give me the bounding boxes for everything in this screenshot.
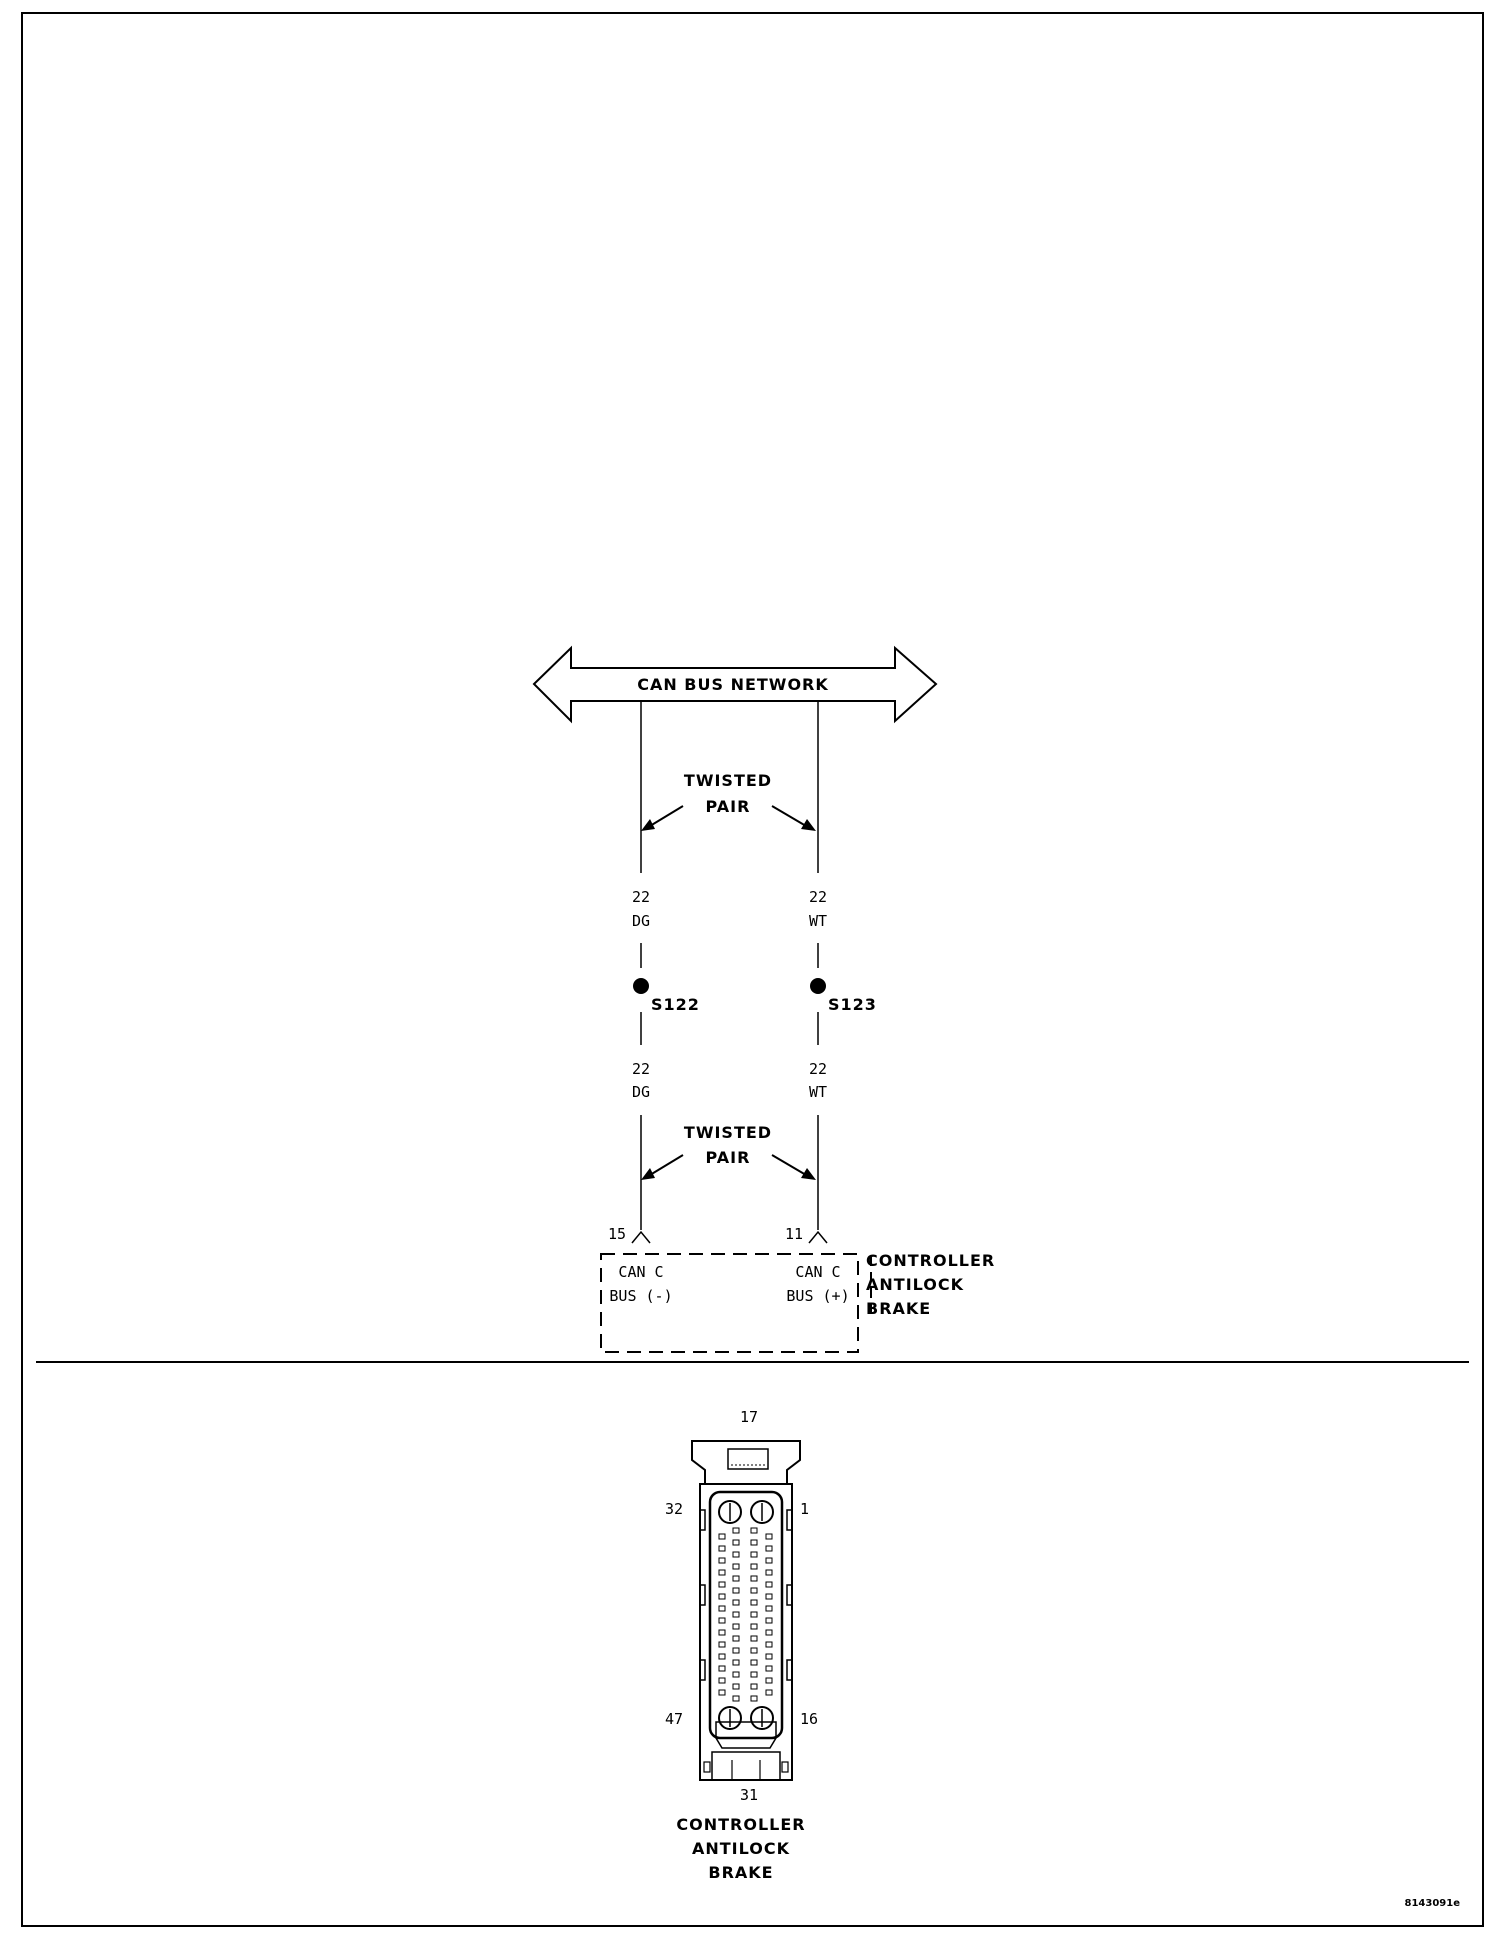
pin-cavity [733,1576,739,1581]
page-border [22,13,1483,1926]
pin-cavity [719,1570,725,1575]
pin-cavity [719,1582,725,1587]
pin-cavity [751,1540,757,1545]
pin-cavity [719,1630,725,1635]
splice-label-right: S123 [828,995,877,1014]
left-function-line1: CAN C [618,1263,664,1281]
pin-cavity [766,1666,772,1671]
component-name-line2: ANTILOCK [866,1275,965,1294]
left-lower-color: DG [631,1083,651,1101]
component-name-line3: BRAKE [866,1299,932,1318]
left-function-line2: BUS (-) [609,1287,673,1305]
pin-cavity [733,1600,739,1605]
pin-cavity [766,1630,772,1635]
pin-cavity [733,1564,739,1569]
splice-label-left: S122 [651,995,700,1014]
right-function-line2: BUS (+) [786,1287,850,1305]
pin-cavity [719,1690,725,1695]
connector-pin-cavities [719,1528,772,1701]
right-lower-gauge: 22 [808,1060,828,1078]
pin-cavity [719,1594,725,1599]
pin-cavity [719,1606,725,1611]
right-lower-color: WT [808,1083,828,1101]
pin-cavity [733,1540,739,1545]
connector-pin-bottom: 31 [739,1786,759,1804]
pin-cavity [733,1552,739,1557]
pin-cavity [733,1672,739,1677]
twisted-pair-lower-line2: PAIR [705,1148,751,1167]
pin-cavity [766,1582,772,1587]
pin-cavity [751,1684,757,1689]
pin-cavity [733,1624,739,1629]
pin-cavity [733,1636,739,1641]
pin-cavity [751,1624,757,1629]
twisted-pair-upper-line2: PAIR [705,797,751,816]
splice-dot-left [633,978,649,994]
connector-face [692,1441,800,1780]
pin-cavity [733,1684,739,1689]
pin-cavity [766,1558,772,1563]
pin-cavity [766,1678,772,1683]
connector-pin-top-right: 1 [800,1500,810,1518]
figure-id: 8143091e [1404,1898,1460,1909]
pin-cavity [766,1642,772,1647]
twisted-pair-lower [641,1123,816,1180]
pin-cavity [751,1648,757,1653]
can-bus-network-arrow [534,648,936,721]
pin-cavity [751,1672,757,1677]
pin-cavity [766,1606,772,1611]
twisted-pair-upper-line1: TWISTED [683,771,773,790]
pin-cavity [751,1588,757,1593]
pin-cavity [719,1534,725,1539]
pin-cavity [719,1666,725,1671]
terminal-right [809,1232,827,1243]
pin-cavity [751,1696,757,1701]
pin-cavity [733,1588,739,1593]
connector-caption-line2: ANTILOCK [691,1839,791,1858]
pin-cavity [751,1612,757,1617]
pin-cavity [766,1690,772,1695]
pin-number-left: 15 [607,1225,626,1243]
pin-cavity [766,1546,772,1551]
pin-cavity [766,1534,772,1539]
connector-pin-bottom-left: 47 [664,1710,683,1728]
connector-pin-top-left: 32 [664,1500,683,1518]
right-function-line1: CAN C [795,1263,841,1281]
pin-cavity [719,1642,725,1647]
right-upper-color: WT [808,912,828,930]
connector-caption-line1: CONTROLLER [676,1815,806,1834]
twisted-pair-upper [641,771,816,831]
pin-cavity [733,1660,739,1665]
connector-caption-line3: BRAKE [708,1863,774,1882]
right-upper-gauge: 22 [808,888,828,906]
pin-cavity [766,1570,772,1575]
pin-cavity [751,1552,757,1557]
pin-cavity [719,1558,725,1563]
pin-cavity [751,1600,757,1605]
pin-cavity [766,1618,772,1623]
pin-cavity [751,1636,757,1641]
splice-dot-right [810,978,826,994]
left-lower-gauge: 22 [631,1060,651,1078]
pin-cavity [733,1648,739,1653]
pin-cavity [766,1654,772,1659]
connector-pin-top: 17 [739,1408,759,1426]
pin-cavity [719,1678,725,1683]
pin-number-right: 11 [784,1225,803,1243]
pin-cavity [751,1576,757,1581]
left-upper-color: DG [631,912,651,930]
connector-pin-bottom-right: 16 [800,1710,819,1728]
pin-cavity [766,1594,772,1599]
terminal-left [632,1232,650,1243]
component-name-line1: CONTROLLER [866,1251,996,1270]
left-upper-gauge: 22 [631,888,651,906]
can-bus-network-label: CAN BUS NETWORK [637,675,829,694]
pin-cavity [751,1528,757,1533]
pin-cavity [751,1660,757,1665]
pin-cavity [719,1654,725,1659]
pin-cavity [733,1528,739,1533]
pin-cavity [733,1696,739,1701]
pin-cavity [719,1618,725,1623]
pin-cavity [733,1612,739,1617]
pin-cavity [751,1564,757,1569]
twisted-pair-lower-line1: TWISTED [683,1123,773,1142]
pin-cavity [719,1546,725,1551]
